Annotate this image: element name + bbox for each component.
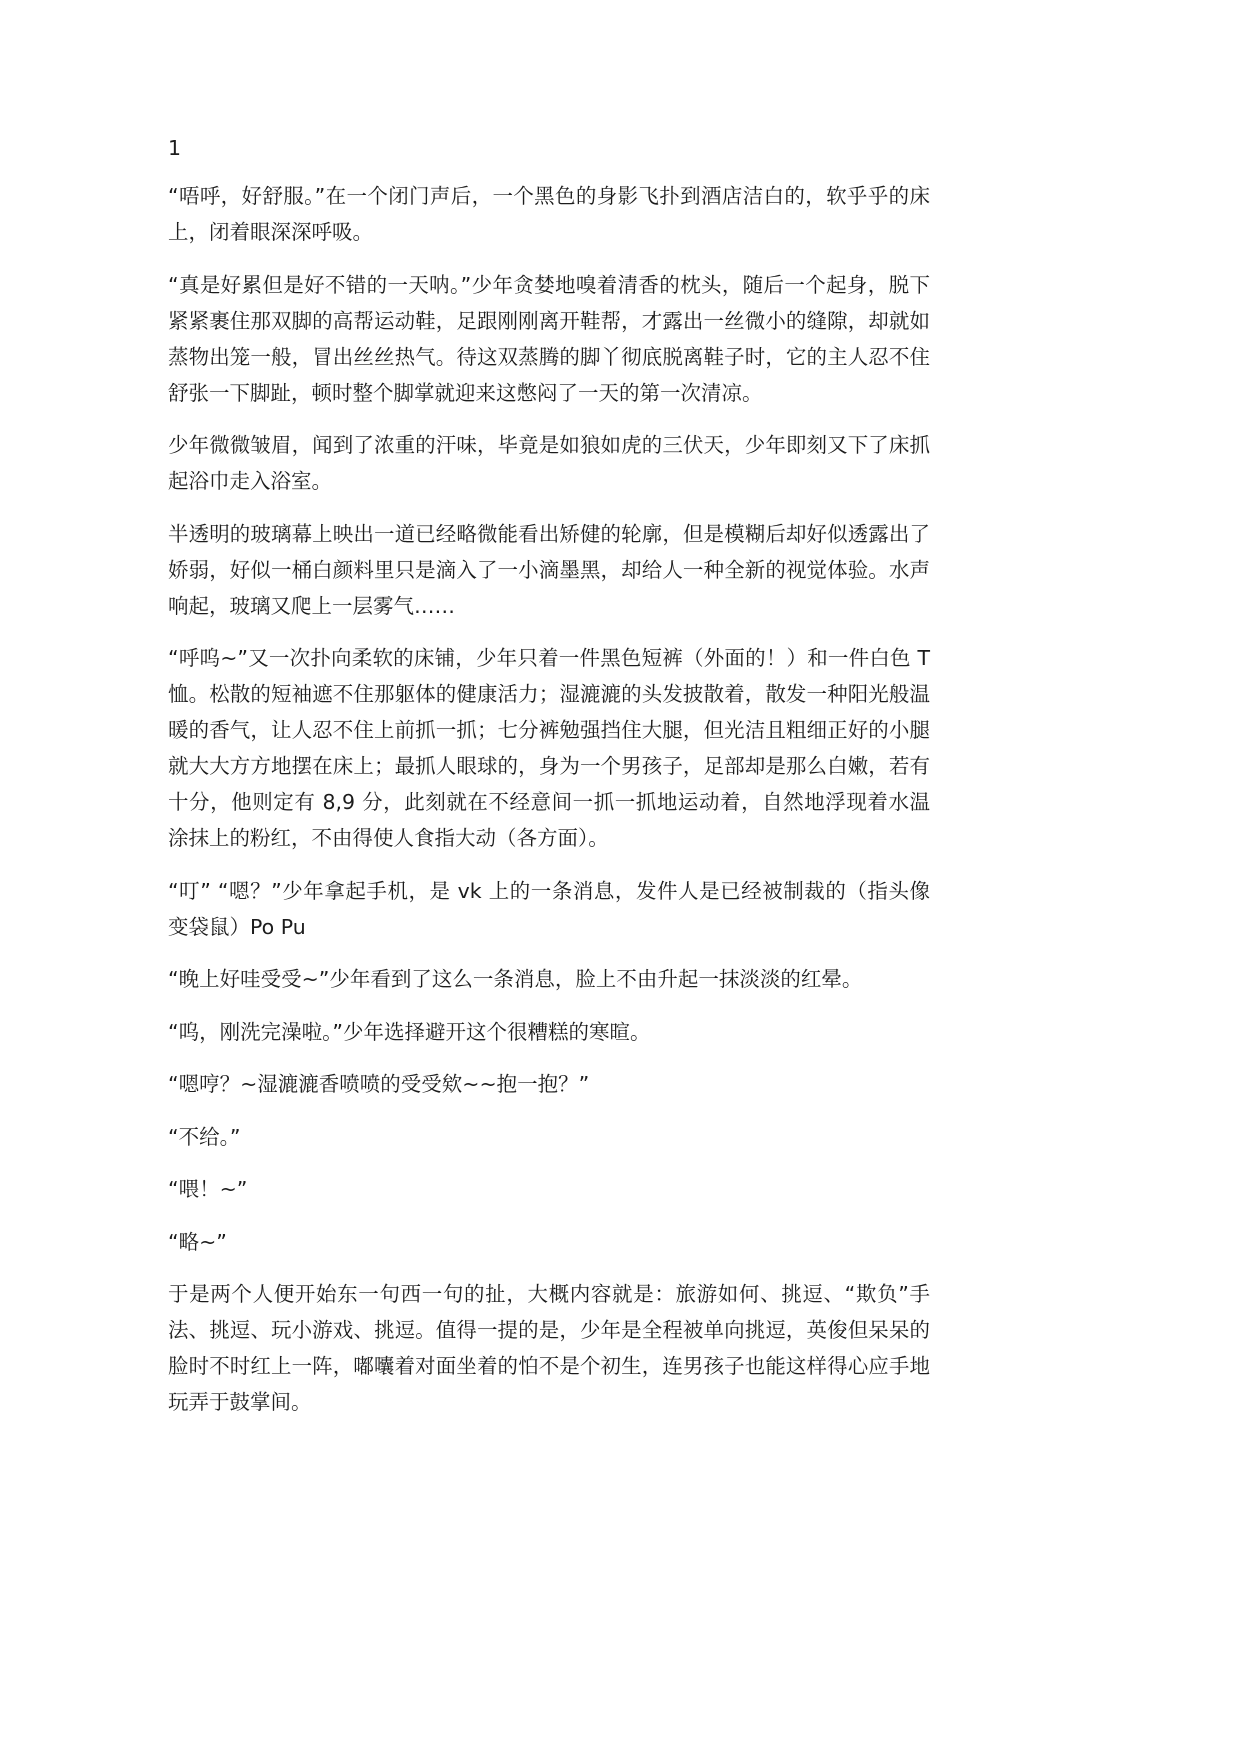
paragraph: 少年微微皱眉，闻到了浓重的汗味，毕竟是如狼如虎的三伏天，少年即刻又下了床抓起浴巾走入浴室。 (168, 433, 930, 493)
paragraph: “唔呼，好舒服。”在一个闭门声后，一个黑色的身影飞扑到酒店洁白的，软乎乎的床上，闭着眼深深呼吸。 (168, 184, 930, 244)
dialogue-line: “嗯哼？~湿漉漉香喷喷的受受欸~~抱一抱？” (168, 1072, 590, 1096)
section-number: 1 (168, 136, 182, 160)
document-body (168, 130, 930, 1420)
dialogue-line: “晚上好哇受受~”少年看到了这么一条消息，脸上不由升起一抹淡淡的红晕。 (168, 967, 863, 991)
dialogue-line: “呜，刚洗完澡啦。”少年选择避开这个很糟糕的寒暄。 (168, 1019, 651, 1044)
paragraph: “叮” “嗯？”少年拿起手机，是 vk 上的一条消息，发件人是已经被制裁的（指头像变袋鼠）Po Pu (168, 878, 930, 939)
dialogue-line: “略~” (168, 1229, 227, 1254)
paragraph: 于是两个人便开始东一句西一句的扯，大概内容就是：旅游如何、挑逗、“欺负”手法、挑逗、玩小游戏、挑逗。值得一提的是，少年是全程被单向挑逗，英俊但呆呆的脸时不时红上一阵，嘟囔着对面坐着的怕不是个初生，连男孩子也能这样得心应手地玩弄于鼓掌间。 (168, 1282, 930, 1414)
paragraph: “真是好累但是好不错的一天呐。”少年贪婪地嗅着清香的枕头，随后一个起身，脱下紧紧裹住那双脚的高帮运动鞋，足跟刚刚离开鞋帮，才露出一丝微小的缝隙，却就如蒸物出笼一般，冒出丝丝热气。待这双蒸腾的脚丫彻底脱离鞋子时，它的主人忍不住舒张一下脚趾，顿时整个脚掌就迎来这憋闷了一天的第一次清凉。 (168, 272, 930, 405)
paragraph: “呼呜~”又一次扑向柔软的床铺，少年只着一件黑色短裤（外面的！）和一件白色 T恤。松散的短袖遮不住那躯体的健康活力；湿漉漉的头发披散着，散发一种阳光般温暖的香气，让人忍不住上前抓一抓；七分裤勉强挡住大腿，但光洁且粗细正好的小腿就大大方方地摆在床上；最抓人眼球的，身为一个男孩子，足部却是那么白嫩，若有十分，他则定有 8,9 分，此刻就在不经意间一抓一抓地运动着，自然地浮现着水温涂抹上的粉红，不由得使人食指大动（各方面）。 (168, 646, 930, 850)
dialogue-line: “不给。” (168, 1124, 241, 1149)
paragraph: 半透明的玻璃幕上映出一道已经略微能看出矫健的轮廓，但是模糊后却好似透露出了娇弱，好似一桶白颜料里只是滴入了一小滴墨黑，却给人一种全新的视觉体验。水声响起，玻璃又爬上一层雾气…… (168, 521, 930, 618)
dialogue-line: “喂！~” (168, 1177, 248, 1201)
